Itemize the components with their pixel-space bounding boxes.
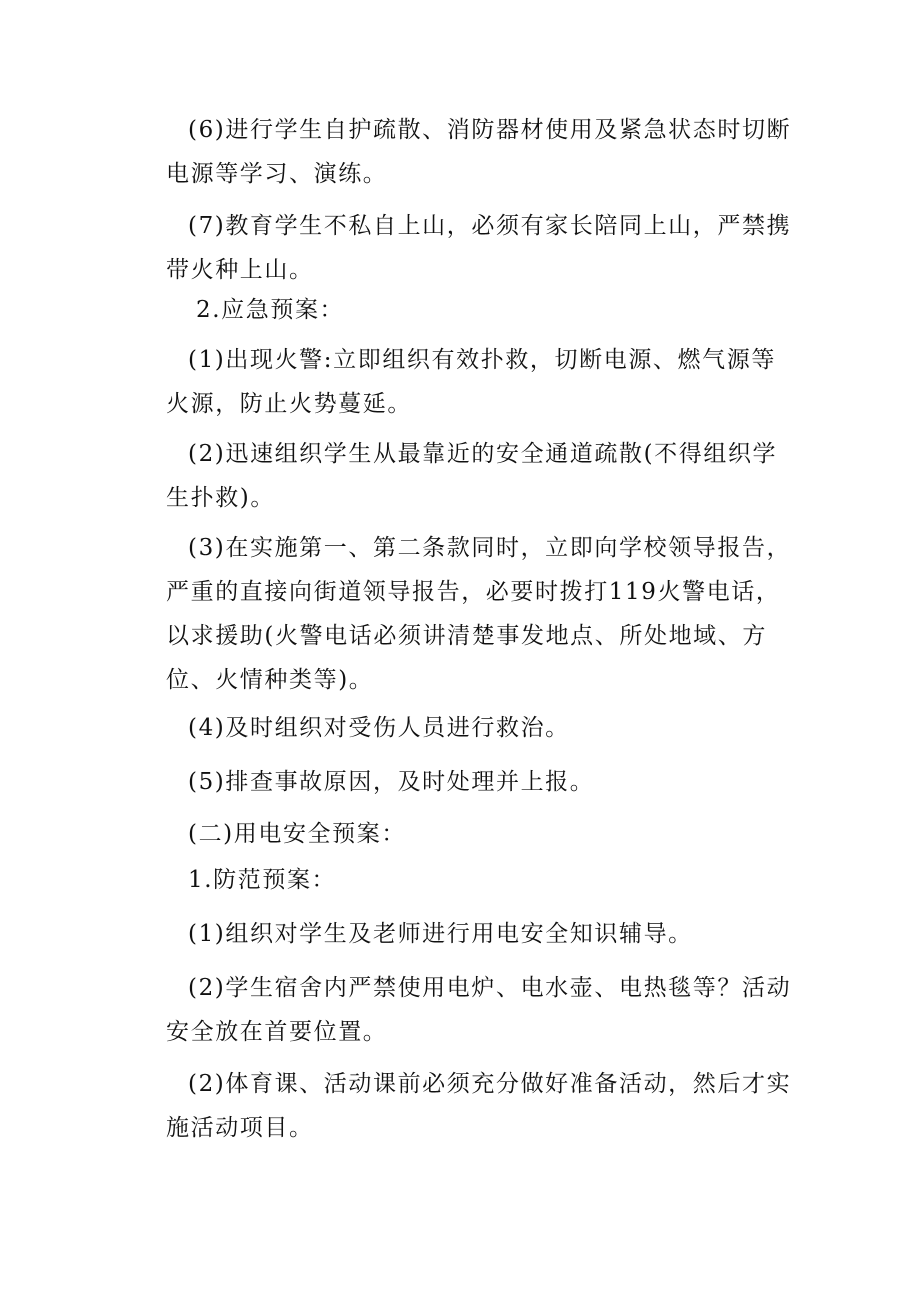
paragraph-1-electric-training: (1)组织对学生及老师进行用电安全知识辅导。 — [188, 921, 693, 947]
paragraph-4-treatment: (4)及时组织对受伤人员进行救治。 — [188, 715, 570, 741]
heading-electric-safety: (二)用电安全预案： — [188, 821, 406, 847]
paragraph-2-dormitory: (2)学生宿舍内严禁使用电炉、电水壶、电热毯等？活动安全放在首要位置。 — [166, 975, 792, 1045]
paragraph-3-report: (3)在实施第一、第二条款同时，立即向学校领导报告，严重的直接向街道领导报告，必要时拨打119火警电话，以求援助(火警电话必须讲清楚事发地点、所处地域、方位、火情种类等)。 — [166, 535, 792, 693]
paragraph-6-evacuation-drill: (6)进行学生自护疏散、消防器材使用及紧急状态时切断电源等学习、演练。 — [166, 117, 792, 187]
paragraph-2-evacuate: (2)迅速组织学生从最靠近的安全通道疏散(不得组织学生扑救)。 — [166, 441, 778, 511]
heading-prevention-plan: 1.防范预案： — [188, 867, 337, 893]
paragraph-5-investigate: (5)排查事故原因，及时处理并上报。 — [188, 769, 595, 795]
paragraph-2-pe-class: (2)体育课、活动课前必须充分做好准备活动，然后才实施活动项目。 — [166, 1071, 792, 1141]
paragraph-1-fire-alarm: (1)出现火警:立即组织有效扑救，切断电源、燃气源等火源，防止火势蔓延。 — [166, 347, 776, 417]
heading-emergency-plan: 2.应急预案： — [196, 297, 345, 323]
paragraph-7-no-mountain: (7)教育学生不私自上山，必须有家长陪同上山，严禁携带火种上山。 — [166, 213, 792, 283]
